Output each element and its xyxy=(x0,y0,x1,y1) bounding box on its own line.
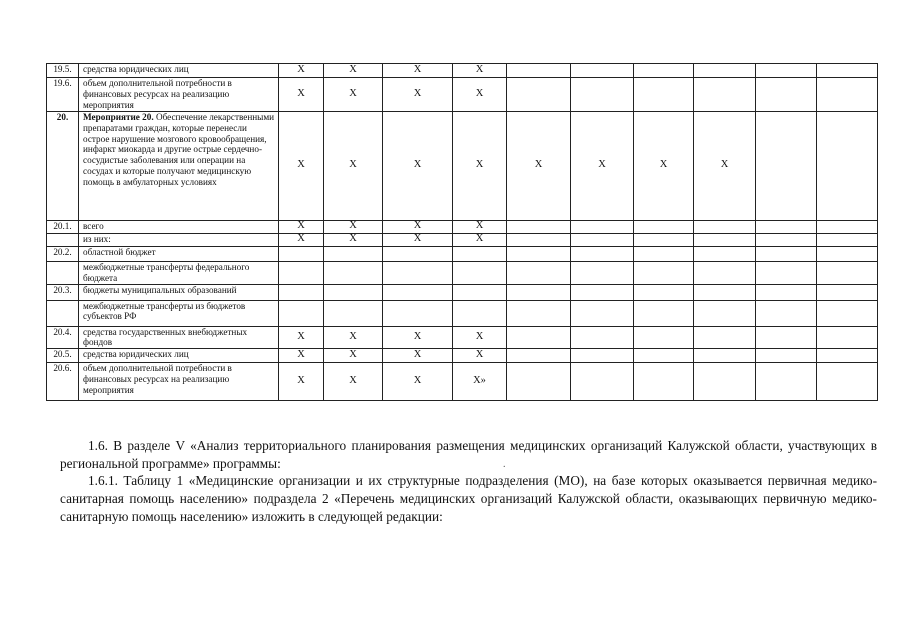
row-number xyxy=(47,300,79,326)
row-number xyxy=(47,261,79,284)
value-cell: X xyxy=(571,111,634,220)
value-cell: X xyxy=(383,111,453,220)
value-cell xyxy=(694,64,756,78)
table-row xyxy=(47,246,878,261)
value-cell xyxy=(756,261,817,284)
description-text: средства юридических лиц xyxy=(83,64,189,74)
value-cell xyxy=(817,246,878,261)
value-cell xyxy=(571,233,634,246)
value-cell xyxy=(634,246,694,261)
value-cell: X xyxy=(634,111,694,220)
value-cell xyxy=(756,284,817,300)
value-cell: X xyxy=(279,64,324,78)
value-cell: X xyxy=(507,111,571,220)
value-cell xyxy=(571,300,634,326)
value-cell xyxy=(756,78,817,112)
value-cell xyxy=(279,300,324,326)
table-row xyxy=(47,111,878,220)
value-cell xyxy=(383,300,453,326)
value-cell: X xyxy=(453,111,507,220)
description-text: объем дополнительной потребности в финансовых ресурсах на реализацию мероприятия xyxy=(83,363,232,396)
value-cell xyxy=(634,64,694,78)
value-cell xyxy=(817,326,878,349)
value-cell xyxy=(571,326,634,349)
value-cell xyxy=(694,284,756,300)
value-cell: X xyxy=(279,363,324,401)
value-cell xyxy=(507,220,571,233)
value-cell xyxy=(634,78,694,112)
value-cell xyxy=(817,64,878,78)
row-description xyxy=(79,300,279,326)
table-row xyxy=(47,300,878,326)
description-text: межбюджетные трансферты федерального бюджета xyxy=(83,261,250,283)
value-cell xyxy=(634,363,694,401)
value-cell xyxy=(571,78,634,112)
value-cell xyxy=(694,326,756,349)
row-number: 19.6. xyxy=(47,78,79,112)
value-cell xyxy=(507,363,571,401)
value-cell xyxy=(507,326,571,349)
value-cell: X xyxy=(324,64,383,78)
row-number: 20.1. xyxy=(47,220,79,233)
row-number: 20.6. xyxy=(47,363,79,401)
value-cell: X xyxy=(324,326,383,349)
row-description xyxy=(79,261,279,284)
row-number: 20.3. xyxy=(47,284,79,300)
value-cell xyxy=(279,261,324,284)
value-cell xyxy=(453,284,507,300)
description-text: средства юридических лиц xyxy=(83,349,189,360)
row-description xyxy=(79,326,279,349)
value-cell xyxy=(571,220,634,233)
table-row xyxy=(47,363,878,401)
value-cell xyxy=(817,220,878,233)
value-cell: X xyxy=(324,220,383,233)
value-cell xyxy=(507,300,571,326)
value-cell xyxy=(634,300,694,326)
value-cell: X xyxy=(453,349,507,363)
value-cell xyxy=(383,261,453,284)
value-cell: X xyxy=(383,363,453,401)
value-cell: X xyxy=(453,233,507,246)
value-cell xyxy=(324,246,383,261)
table-row xyxy=(47,233,878,246)
value-cell: X xyxy=(383,349,453,363)
scan-speck: . xyxy=(503,459,506,470)
value-cell xyxy=(507,64,571,78)
value-cell xyxy=(817,233,878,246)
value-cell: X xyxy=(453,220,507,233)
value-cell xyxy=(817,349,878,363)
value-cell xyxy=(634,326,694,349)
value-cell xyxy=(507,78,571,112)
value-cell xyxy=(324,300,383,326)
value-cell xyxy=(634,349,694,363)
value-cell xyxy=(571,349,634,363)
value-cell xyxy=(571,246,634,261)
value-cell: X» xyxy=(453,363,507,401)
value-cell xyxy=(453,246,507,261)
paragraph-1-6-1-text: 1.6.1. Таблицу 1 «Медицинские организации и их структурные подразделения (МО), на базе которых оказывается первичная медико-санитарная помощь населению» подраздела 2 «Перечень медицинских организаций Калужской области, оказывающих первичную медико-санитарную помощь населению» изложить в следующей редакции: xyxy=(60,473,877,524)
value-cell: X xyxy=(324,349,383,363)
value-cell xyxy=(756,64,817,78)
value-cell xyxy=(453,261,507,284)
row-description xyxy=(79,111,279,220)
value-cell xyxy=(634,261,694,284)
value-cell: X xyxy=(383,64,453,78)
row-description xyxy=(79,78,279,112)
table-row xyxy=(47,220,878,233)
value-cell xyxy=(324,284,383,300)
value-cell: X xyxy=(383,220,453,233)
value-cell: X xyxy=(383,233,453,246)
description-text: Обеспечение лекарственными препаратами граждан, которые перенесли острое нарушение мозгового кровообращения, инфаркт миокарда и другие острые сердечно-сосудистые заболевания или операции на сосудах и которые получают медицинскую помощь в амбулаторных условиях xyxy=(83,111,275,188)
value-cell xyxy=(756,300,817,326)
value-cell xyxy=(634,220,694,233)
table-row xyxy=(47,284,878,300)
value-cell: X xyxy=(694,111,756,220)
value-cell xyxy=(383,284,453,300)
value-cell xyxy=(324,261,383,284)
row-number: 19.5. xyxy=(47,64,79,78)
program-table xyxy=(46,63,878,401)
value-cell xyxy=(694,300,756,326)
value-cell xyxy=(571,261,634,284)
value-cell: X xyxy=(383,78,453,112)
value-cell xyxy=(756,111,817,220)
value-cell xyxy=(756,220,817,233)
value-cell xyxy=(694,261,756,284)
paragraph-1-6 xyxy=(60,437,877,473)
value-cell xyxy=(817,261,878,284)
value-cell xyxy=(507,284,571,300)
value-cell xyxy=(507,246,571,261)
value-cell: X xyxy=(383,326,453,349)
row-number: 20.2. xyxy=(47,246,79,261)
value-cell: X xyxy=(279,220,324,233)
table-row xyxy=(47,78,878,112)
value-cell xyxy=(279,284,324,300)
value-cell: X xyxy=(453,78,507,112)
row-description xyxy=(79,64,279,78)
value-cell xyxy=(571,64,634,78)
value-cell xyxy=(817,111,878,220)
description-text: бюджеты муниципальных образований xyxy=(83,284,237,295)
paragraph-1-6-text: 1.6. В разделе V «Анализ территориального планирования размещения медицинских организаций Калужской области, участвующих в региональной программе» программы: xyxy=(60,438,877,471)
value-cell xyxy=(817,78,878,112)
value-cell xyxy=(756,349,817,363)
row-description xyxy=(79,233,279,246)
value-cell xyxy=(279,246,324,261)
value-cell: X xyxy=(453,326,507,349)
row-description xyxy=(79,220,279,233)
row-number: 20. xyxy=(47,111,79,220)
table-row xyxy=(47,64,878,78)
description-text: из них: xyxy=(83,233,111,244)
value-cell xyxy=(634,284,694,300)
value-cell: X xyxy=(279,326,324,349)
value-cell: X xyxy=(324,111,383,220)
value-cell xyxy=(694,78,756,112)
value-cell xyxy=(453,300,507,326)
value-cell xyxy=(571,284,634,300)
value-cell xyxy=(507,349,571,363)
measure-title: Мероприятие 20. xyxy=(83,111,154,122)
table-row xyxy=(47,261,878,284)
table-row xyxy=(47,326,878,349)
value-cell xyxy=(694,233,756,246)
value-cell xyxy=(817,363,878,401)
value-cell xyxy=(383,246,453,261)
row-number: 20.5. xyxy=(47,349,79,363)
value-cell xyxy=(694,349,756,363)
value-cell xyxy=(571,363,634,401)
value-cell xyxy=(756,363,817,401)
value-cell xyxy=(634,233,694,246)
value-cell xyxy=(817,300,878,326)
value-cell xyxy=(756,326,817,349)
description-text: средства государственных внебюджетных фондов xyxy=(83,326,248,348)
row-number xyxy=(47,233,79,246)
description-text: областной бюджет xyxy=(83,246,156,257)
value-cell xyxy=(507,233,571,246)
value-cell xyxy=(756,233,817,246)
value-cell xyxy=(694,363,756,401)
paragraph-1-6-1 xyxy=(60,472,877,526)
description-text: межбюджетные трансферты из бюджетов субъектов РФ xyxy=(83,300,246,322)
description-text: объем дополнительной потребности в финансовых ресурсах на реализацию мероприятия xyxy=(83,78,232,110)
row-description xyxy=(79,363,279,401)
value-cell: X xyxy=(324,233,383,246)
value-cell xyxy=(817,284,878,300)
row-number: 20.4. xyxy=(47,326,79,349)
description-text: всего xyxy=(83,220,104,231)
row-description xyxy=(79,349,279,363)
value-cell: X xyxy=(279,111,324,220)
row-description xyxy=(79,284,279,300)
value-cell: X xyxy=(453,64,507,78)
row-description xyxy=(79,246,279,261)
value-cell xyxy=(756,246,817,261)
value-cell: X xyxy=(279,78,324,112)
value-cell: X xyxy=(279,233,324,246)
value-cell: X xyxy=(324,363,383,401)
value-cell: X xyxy=(279,349,324,363)
value-cell xyxy=(507,261,571,284)
table-row xyxy=(47,349,878,363)
value-cell xyxy=(694,220,756,233)
value-cell: X xyxy=(324,78,383,112)
value-cell xyxy=(694,246,756,261)
